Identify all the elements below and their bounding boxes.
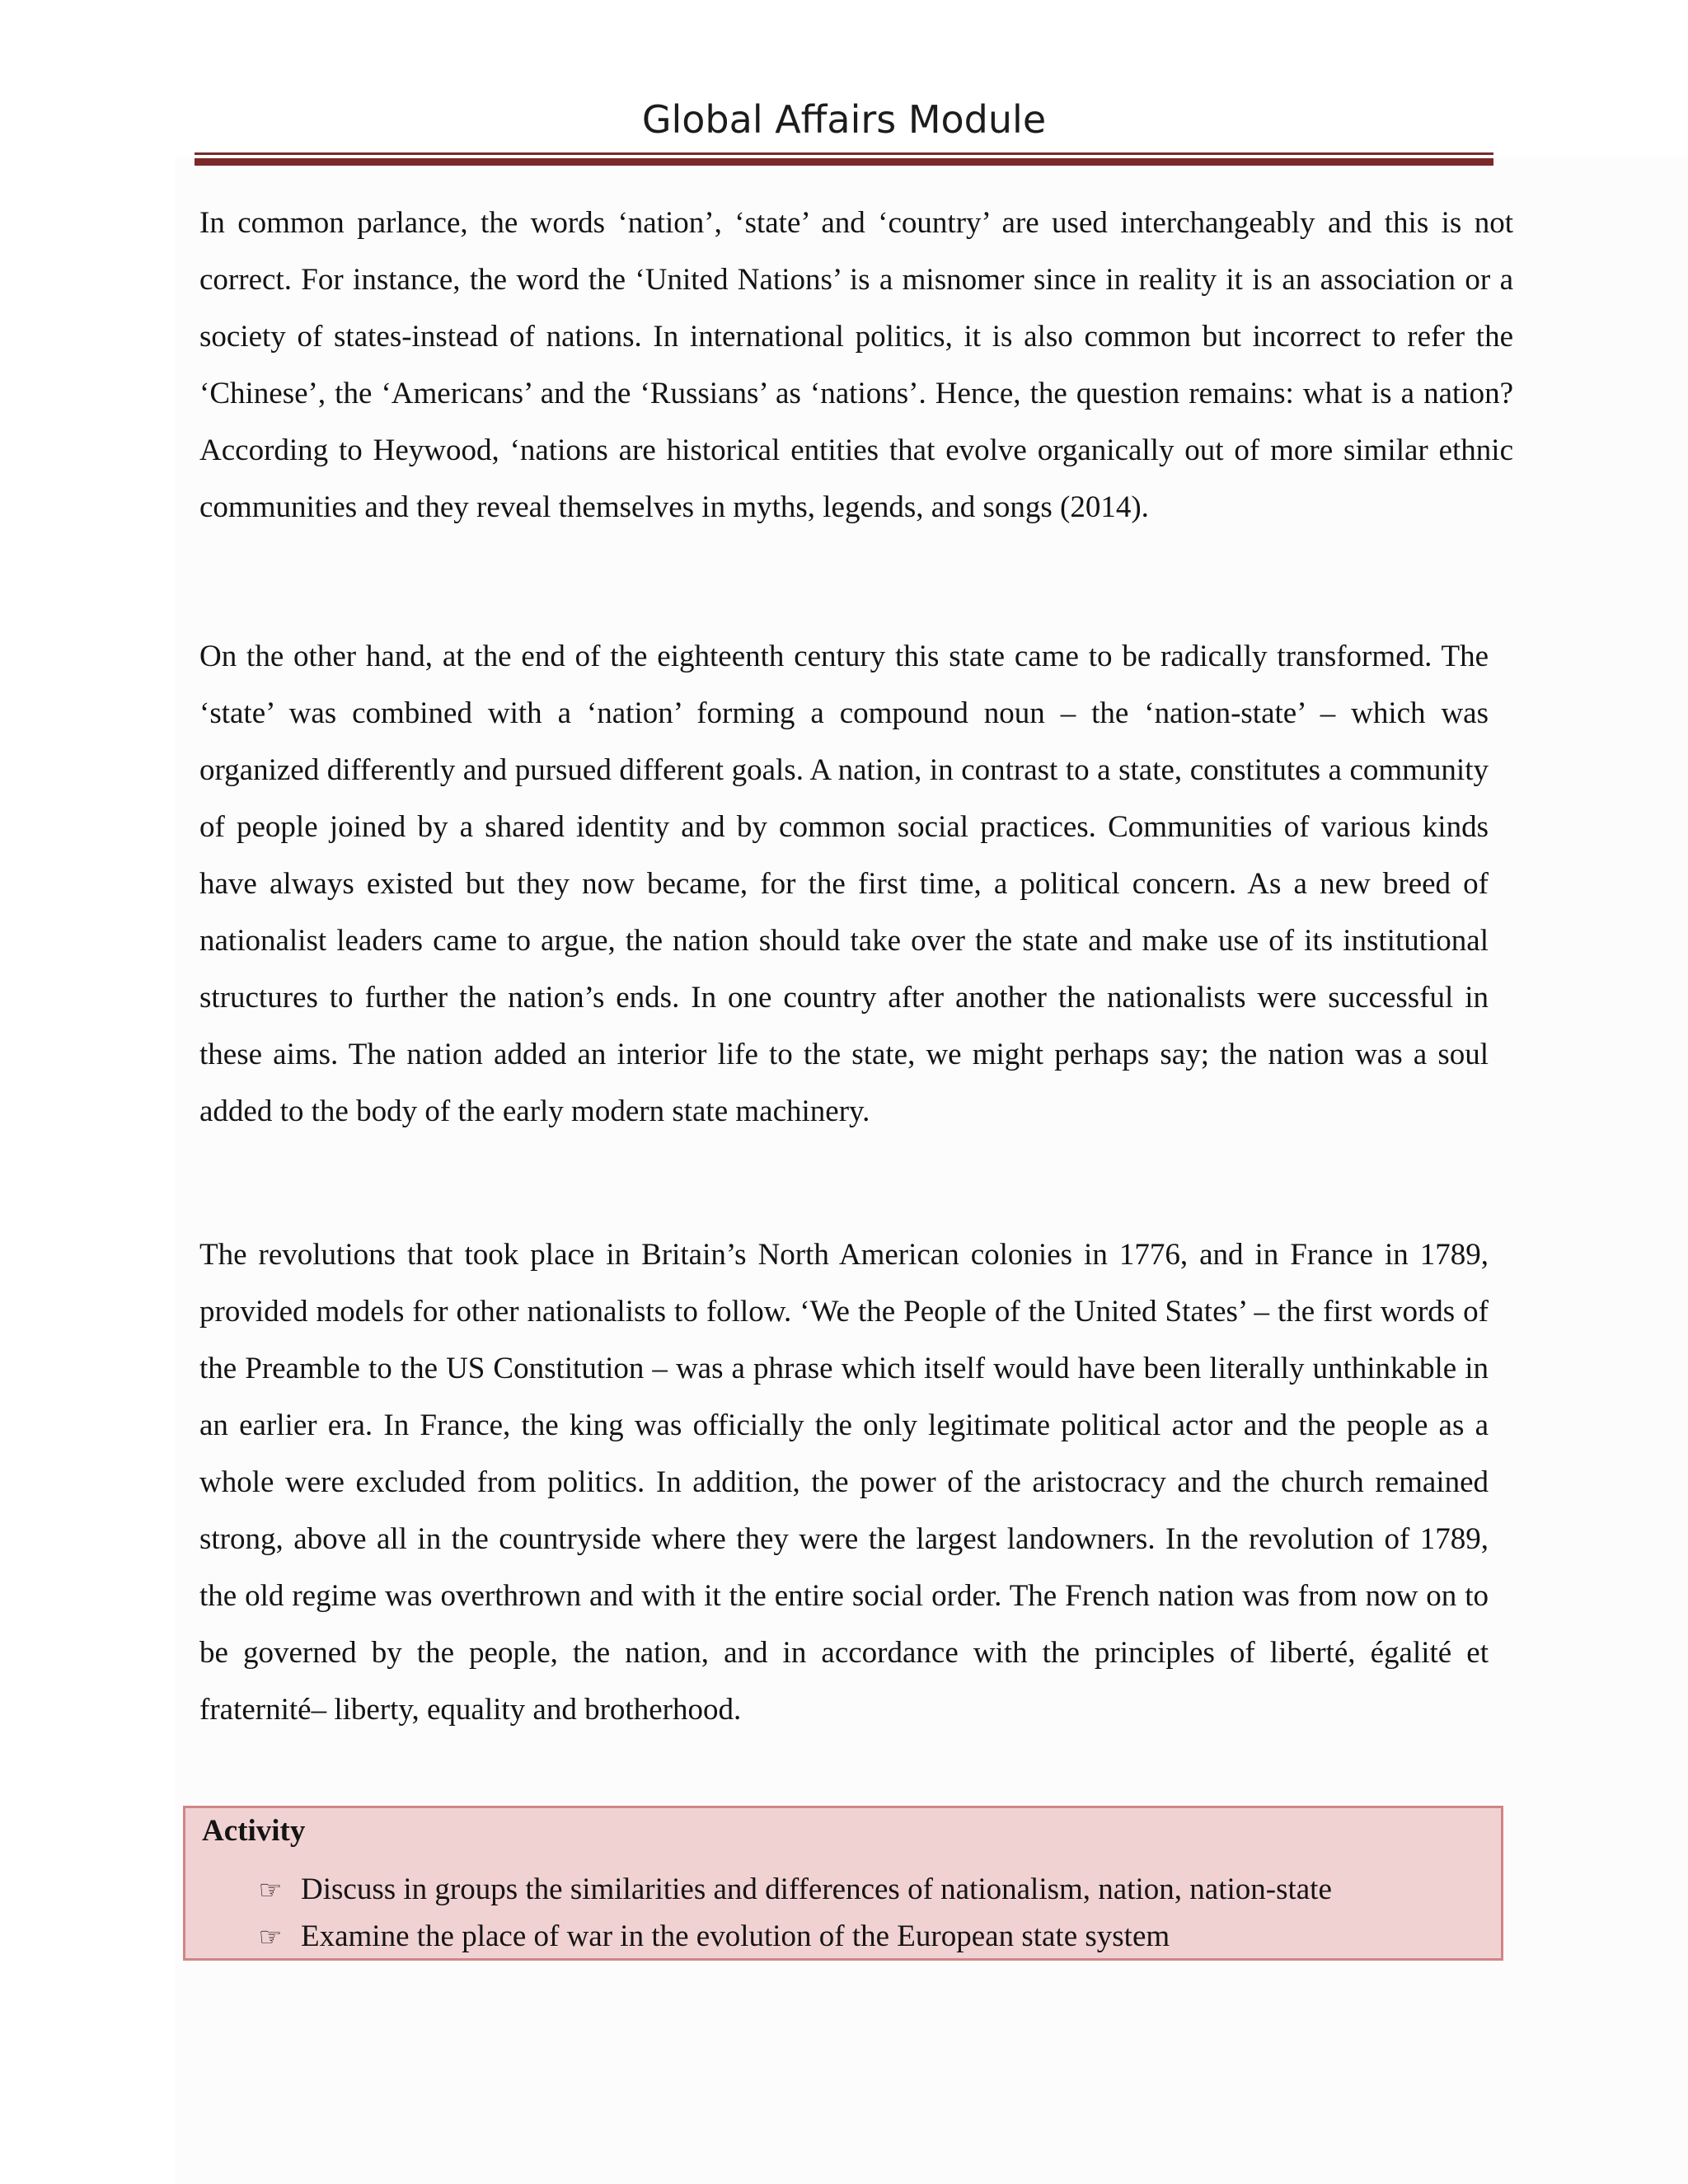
activity-box [183,1806,1503,1961]
pointing-hand-icon: ☞ [258,1873,283,1905]
activity-item [251,1866,1332,1913]
body-paragraph-2: On the other hand, at the end of the eighteenth century this state came to be radically transformed. The ‘state’ was combined with a ‘nation’ forming a compound noun – the ‘nation-state’ – which was organized differently and pursued different goals. A nation, in contrast to a state, constitutes a community of people joined by a shared identity and by common social practices. Communities of various kinds have always existed but they now became, for the first time, a political concern. As a new breed of nationalist leaders came to argue, the nation should take over the state and make use of its institutional structures to further the nation’s ends. In one country after another the nationalists were successful in these aims. The nation added an interior life to the state, we might perhaps say; the nation was a soul added to the body of the early modern state machinery. [199,640,1489,1128]
header-rule-thin [195,152,1493,155]
page-header-title: Global Affairs Module [641,97,1047,142]
body-paragraph-1: In common parlance, the words ‘nation’, ‘state’ and ‘country’ are used interchangeably and this is not correct. For instance, the word the ‘United Nations’ is a misnomer since in reality it is an association or a society of states-instead of nations. In international politics, it is also common but incorrect to refer the ‘Chinese’, the ‘Americans’ and the ‘Russians’ as ‘nations’. Hence, the question remains: what is a nation? According to Heywood, ‘nations are historical entities that evolve organically out of more similar ethnic communities and they reveal themselves in myths, legends, and songs (2014). [199,206,1513,524]
pointing-hand-icon: ☞ [258,1920,283,1952]
activity-item [251,1913,1332,1960]
activity-item-text: Discuss in groups the similarities and differences of nationalism, nation, nation-state [301,1872,1332,1906]
body-paragraph-3: The revolutions that took place in Britain’s North American colonies in 1776, and in France in 1789, provided models for other nationalists to follow. ‘We the People of the United States’ – the first words of the Preamble to the US Constitution – was a phrase which itself would have been literally unthinkable in an earlier era. In France, the king was officially the only legitimate political actor and the people as a whole were excluded from politics. In addition, the power of the aristocracy and the church remained strong, above all in the countryside where they were the largest landowners. In the revolution of 1789, the old regime was overthrown and with it the entire social order. The French nation was from now on to be governed by the people, the nation, and in accordance with the principles of liberté, égalité et fraternité– liberty, equality and brotherhood. [199,1238,1489,1727]
activity-list [251,1866,1332,1960]
activity-item-text: Examine the place of war in the evolution of the European state system [301,1919,1170,1953]
header-rule-thick [195,158,1493,166]
activity-title: Activity [202,1814,306,1848]
